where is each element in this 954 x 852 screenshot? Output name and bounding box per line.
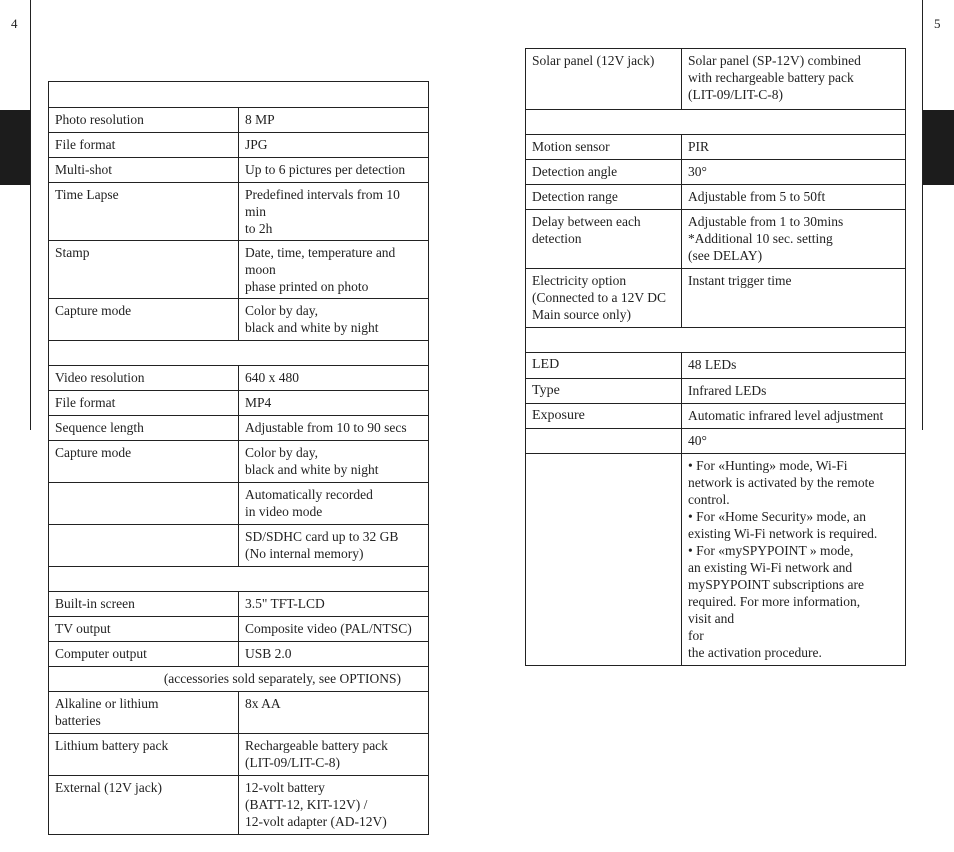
spec-value: Automatically recorded in video mode bbox=[239, 483, 429, 525]
page-number-right: 5 bbox=[934, 16, 941, 31]
table-row bbox=[49, 416, 429, 441]
spec-label: Motion sensor bbox=[526, 135, 682, 160]
table-row bbox=[526, 210, 906, 269]
spec-label: Capture mode bbox=[49, 299, 239, 341]
table-row bbox=[49, 617, 429, 642]
spec-value: Composite video (PAL/NTSC) bbox=[239, 617, 429, 642]
spec-value: 30° bbox=[682, 160, 906, 185]
left-spec-table bbox=[48, 81, 429, 835]
table-row bbox=[49, 692, 429, 734]
spec-label bbox=[49, 483, 239, 525]
spec-label: Detection range bbox=[526, 185, 682, 210]
spec-label bbox=[526, 429, 682, 454]
table-row bbox=[49, 299, 429, 341]
table-row bbox=[526, 454, 906, 666]
section-header bbox=[526, 110, 906, 135]
right-section-tab bbox=[923, 110, 954, 185]
table-row bbox=[49, 734, 429, 776]
table-row bbox=[526, 353, 906, 379]
spec-label: File format bbox=[49, 391, 239, 416]
spec-label: Built-in screen bbox=[49, 592, 239, 617]
spec-label: Sequence length bbox=[49, 416, 239, 441]
table-row bbox=[526, 160, 906, 185]
table-row bbox=[526, 269, 906, 328]
table-row bbox=[526, 49, 906, 110]
page-number-left: 4 bbox=[11, 16, 18, 31]
spec-value: Adjustable from 10 to 90 secs bbox=[239, 416, 429, 441]
table-row bbox=[49, 366, 429, 391]
spec-value: Instant trigger time bbox=[682, 269, 906, 328]
table-row bbox=[49, 391, 429, 416]
table-row bbox=[526, 135, 906, 160]
spec-value: USB 2.0 bbox=[239, 642, 429, 667]
table-row bbox=[526, 379, 906, 404]
spec-value: Solar panel (SP-12V) combined with rechargeable battery pack (LIT-09/LIT-C-8) bbox=[682, 49, 906, 110]
spec-value: 8x AA bbox=[239, 692, 429, 734]
spec-value: Up to 6 pictures per detection bbox=[239, 158, 429, 183]
table-row bbox=[49, 241, 429, 299]
spec-value: Adjustable from 1 to 30mins *Additional 10 sec. setting (see DELAY) bbox=[682, 210, 906, 269]
spec-label: Stamp bbox=[49, 241, 239, 299]
section-header bbox=[49, 341, 429, 366]
right-margin-line bbox=[922, 0, 923, 430]
spec-value: SD/SDHC card up to 32 GB (No internal memory) bbox=[239, 525, 429, 567]
right-spec-table bbox=[525, 48, 906, 666]
table-row bbox=[49, 776, 429, 835]
wifi-details: • For «Hunting» mode, Wi-Fi network is activated by the remote control. • For «Home Security» mode, an existing Wi-Fi network is required. • For «mySPYPOINT » mode, an existing Wi-Fi network and mySPYPOINT subscriptions are required. For more information, visit and for the activation procedure. bbox=[682, 454, 906, 666]
spec-value: Infrared LEDs bbox=[682, 379, 906, 404]
table-row bbox=[49, 483, 429, 525]
spec-label bbox=[49, 525, 239, 567]
left-section-tab bbox=[0, 110, 30, 185]
table-row bbox=[49, 441, 429, 483]
section-header bbox=[49, 82, 429, 108]
spec-value: Predefined intervals from 10 min to 2h bbox=[239, 183, 429, 241]
table-row bbox=[49, 183, 429, 241]
spec-label: Time Lapse bbox=[49, 183, 239, 241]
spec-label: Video resolution bbox=[49, 366, 239, 391]
spec-value: Color by day, black and white by night bbox=[239, 299, 429, 341]
spec-value: PIR bbox=[682, 135, 906, 160]
table-row bbox=[49, 592, 429, 617]
spec-label: Exposure bbox=[526, 404, 682, 429]
spec-label: Computer output bbox=[49, 642, 239, 667]
table-row bbox=[526, 429, 906, 454]
spec-label: External (12V jack) bbox=[49, 776, 239, 835]
spec-value: Adjustable from 5 to 50ft bbox=[682, 185, 906, 210]
section-header bbox=[49, 567, 429, 592]
table-row bbox=[49, 667, 429, 692]
table-row bbox=[49, 567, 429, 592]
spec-label: Alkaline or lithium batteries bbox=[49, 692, 239, 734]
table-row bbox=[49, 642, 429, 667]
table-row bbox=[526, 404, 906, 429]
spec-label: Lithium battery pack bbox=[49, 734, 239, 776]
spec-value: MP4 bbox=[239, 391, 429, 416]
spec-label: Solar panel (12V jack) bbox=[526, 49, 682, 110]
spec-label: Type bbox=[526, 379, 682, 404]
spec-label: TV output bbox=[49, 617, 239, 642]
table-row bbox=[49, 525, 429, 567]
spec-label: Capture mode bbox=[49, 441, 239, 483]
spec-label bbox=[526, 454, 682, 666]
spec-value: Date, time, temperature and moon phase printed on photo bbox=[239, 241, 429, 299]
power-section-note: (accessories sold separately, see OPTIONS) bbox=[49, 667, 429, 692]
spec-label: File format bbox=[49, 133, 239, 158]
spec-value: Rechargeable battery pack (LIT-09/LIT-C-8) bbox=[239, 734, 429, 776]
table-row bbox=[526, 185, 906, 210]
spec-value: Automatic infrared level adjustment bbox=[682, 404, 906, 429]
spec-value: Color by day, black and white by night bbox=[239, 441, 429, 483]
table-row bbox=[49, 82, 429, 108]
spec-value: 12-volt battery (BATT-12, KIT-12V) / 12-volt adapter (AD-12V) bbox=[239, 776, 429, 835]
spec-label: LED bbox=[526, 353, 682, 379]
table-row bbox=[526, 110, 906, 135]
spec-label: Electricity option (Connected to a 12V DC Main source only) bbox=[526, 269, 682, 328]
section-header bbox=[526, 328, 906, 353]
table-row bbox=[49, 133, 429, 158]
spec-value: JPG bbox=[239, 133, 429, 158]
spec-value: 48 LEDs bbox=[682, 353, 906, 379]
spec-value: 640 x 480 bbox=[239, 366, 429, 391]
table-row bbox=[49, 108, 429, 133]
spec-label: Multi-shot bbox=[49, 158, 239, 183]
spec-label: Photo resolution bbox=[49, 108, 239, 133]
spec-value: 8 MP bbox=[239, 108, 429, 133]
table-row bbox=[49, 341, 429, 366]
left-margin-line bbox=[30, 0, 31, 430]
table-row bbox=[526, 328, 906, 353]
table-row bbox=[49, 158, 429, 183]
spec-label: Delay between each detection bbox=[526, 210, 682, 269]
spec-value: 40° bbox=[682, 429, 906, 454]
spec-value: 3.5" TFT-LCD bbox=[239, 592, 429, 617]
spec-label: Detection angle bbox=[526, 160, 682, 185]
